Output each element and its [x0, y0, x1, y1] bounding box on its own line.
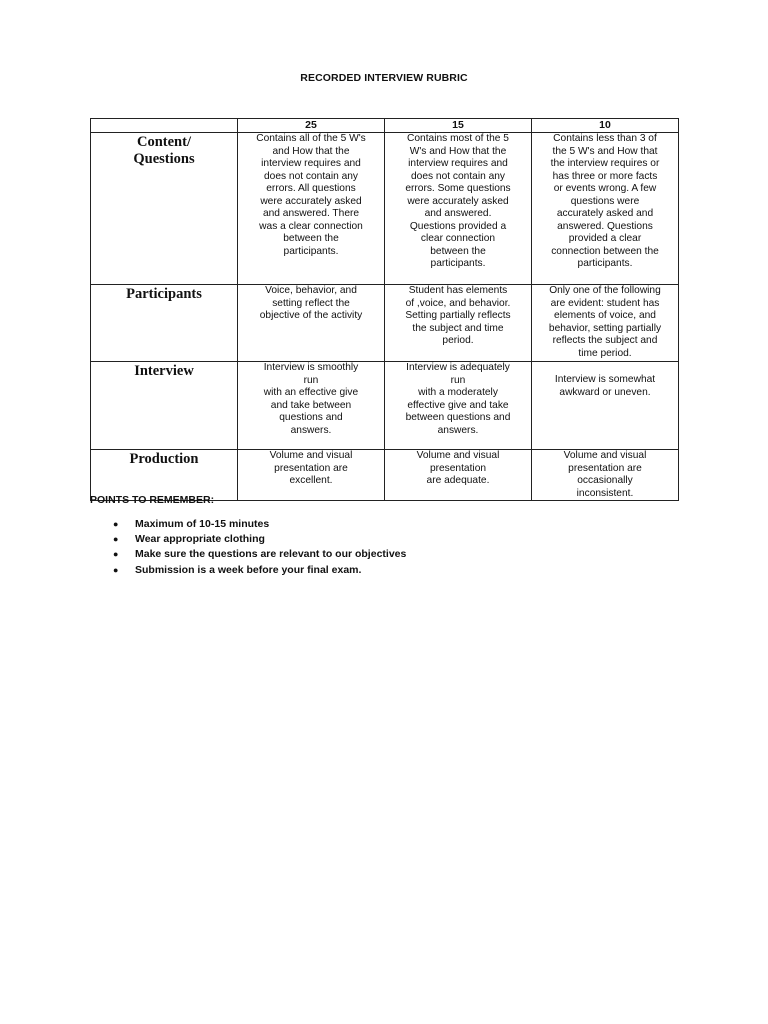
list-item-text: Make sure the questions are relevant to our objectives — [135, 548, 407, 561]
criterion-label: Interview — [91, 362, 238, 450]
rubric-cell: Volume and visual presentation are excellent. — [238, 450, 385, 501]
rubric-table — [90, 118, 679, 501]
rubric-header-row — [91, 119, 679, 133]
list-item — [90, 547, 406, 562]
bullet-icon: ● — [113, 564, 119, 575]
page-title: RECORDED INTERVIEW RUBRIC — [300, 72, 468, 84]
header-score-15: 15 — [385, 119, 532, 133]
criterion-label: Production — [91, 450, 238, 501]
header-score-10: 10 — [532, 119, 679, 133]
list-item-text: Maximum of 10-15 minutes — [135, 518, 270, 530]
rubric-cell: Volume and visual presentation are adequate. — [385, 450, 532, 501]
bullet-icon: ● — [113, 534, 119, 545]
bullet-icon: ● — [113, 549, 119, 560]
list-item-text: Submission is a week before your final exam. — [135, 563, 362, 576]
rubric-cell: Only one of the following are evident: student has elements of voice, and behavior, setting partially reflects the subject and time period. — [532, 285, 679, 362]
rubric-cell: Voice, behavior, and setting reflect the objective of the activity — [238, 285, 385, 362]
list-item — [90, 532, 406, 547]
rubric-row-production — [91, 450, 679, 501]
list-item — [90, 517, 406, 532]
points-list — [90, 517, 406, 578]
rubric-row-interview — [91, 362, 679, 450]
criterion-label: Content/ Questions — [91, 133, 238, 285]
rubric-row-content-questions — [91, 133, 679, 285]
rubric-cell: Volume and visual presentation are occasionally inconsistent. — [532, 450, 679, 501]
header-score-25: 25 — [238, 119, 385, 133]
rubric-row-participants — [91, 285, 679, 362]
rubric-cell: Contains most of the 5 W's and How that the interview requires and does not contain any errors. Some questions were accurately asked and answered. Questions provided a clear connection between the participants. — [385, 133, 532, 285]
points-heading: POINTS TO REMEMBER: — [90, 494, 215, 506]
rubric-cell: Student has elements of ,voice, and behavior. Setting partially reflects the subject and time period. — [385, 285, 532, 362]
header-criterion-column — [91, 119, 238, 133]
criterion-label: Participants — [91, 285, 238, 362]
list-item-text: Wear appropriate clothing — [135, 533, 265, 546]
list-item — [90, 563, 406, 578]
rubric-cell: Interview is somewhat awkward or uneven. — [532, 362, 679, 450]
rubric-cell: Contains less than 3 of the 5 W's and How that the interview requires or has three or more facts or events wrong. A few questions were accurately asked and answered. Questions provided a clear connection between the participants. — [532, 133, 679, 285]
rubric-cell: Contains all of the 5 W's and How that the interview requires and does not contain any errors. All questions were accurately asked and answered. There was a clear connection between the participants. — [238, 133, 385, 285]
rubric-cell: Interview is adequately run with a moderately effective give and take between questions and answers. — [385, 362, 532, 450]
rubric-cell: Interview is smoothly run with an effective give and take between questions and answers. — [238, 362, 385, 450]
bullet-icon: ● — [113, 519, 119, 529]
